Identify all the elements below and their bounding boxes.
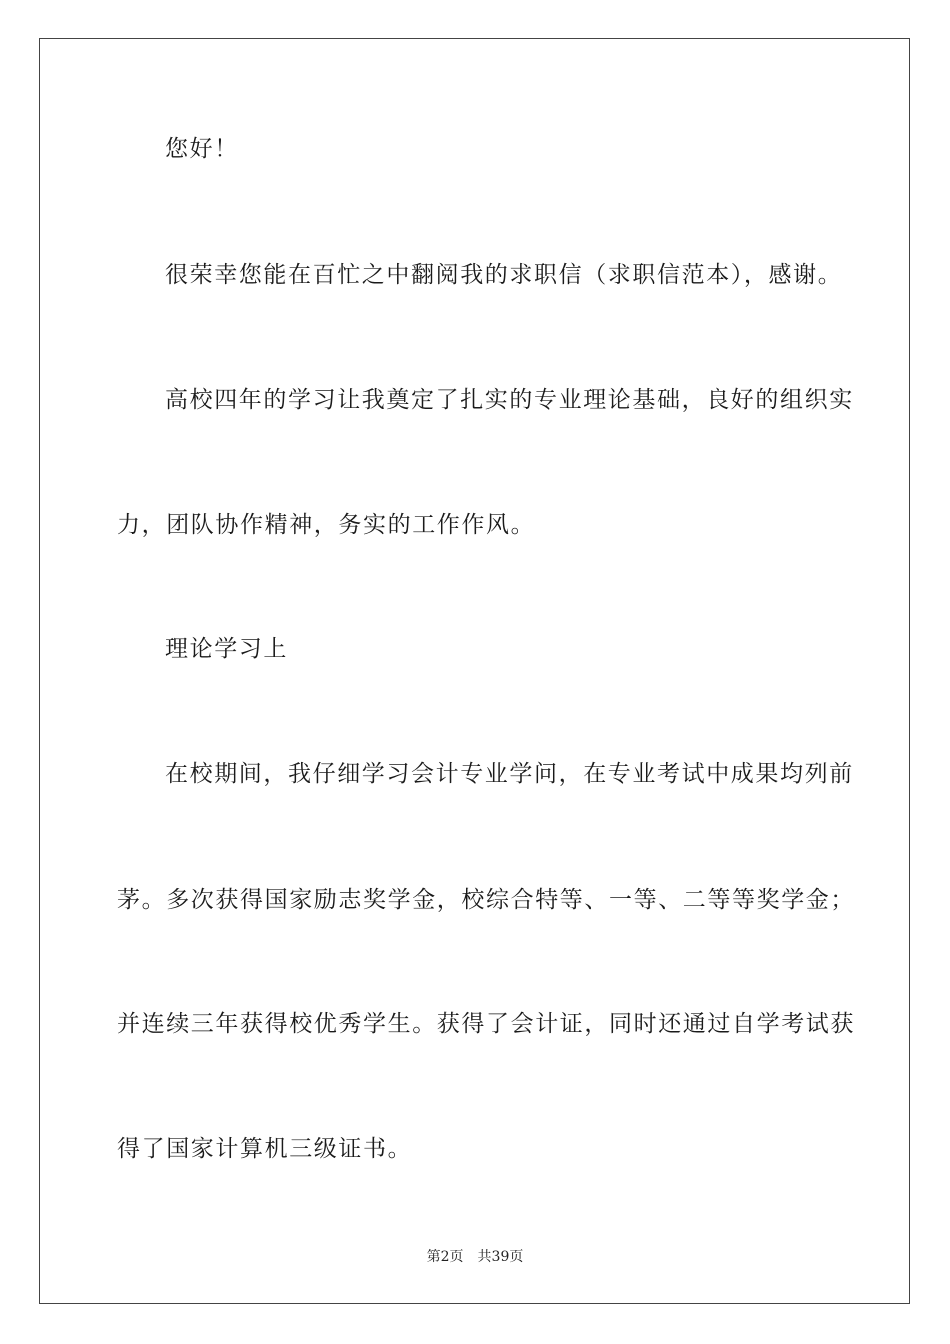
paragraph-line: 力，团队协作精神，务实的工作作风。 (117, 512, 536, 538)
page-footer (0, 1247, 950, 1267)
greeting: 您好！ (165, 136, 239, 162)
paragraph-line: 茅。多次获得国家励志奖学金，校综合特等、一等、二等等奖学金； (117, 887, 855, 913)
paragraph-line: 在校期间，我仔细学习会计专业学问，在专业考试中成果均列前 (165, 761, 854, 787)
paragraph-line: 很荣幸您能在百忙之中翻阅我的求职信（求职信范本），感谢。 (165, 262, 843, 288)
section-heading: 理论学习上 (165, 636, 288, 662)
paragraph-line: 高校四年的学习让我奠定了扎实的专业理论基础，良好的组织实 (165, 387, 854, 413)
page-number: 第2页 (426, 1249, 464, 1265)
paragraph-line: 得了国家计算机三级证书。 (117, 1136, 413, 1162)
page-total: 共39页 (477, 1249, 524, 1265)
page-border (39, 38, 910, 1304)
paragraph-line: 并连续三年获得校优秀学生。获得了会计证，同时还通过自学考试获 (117, 1011, 855, 1037)
